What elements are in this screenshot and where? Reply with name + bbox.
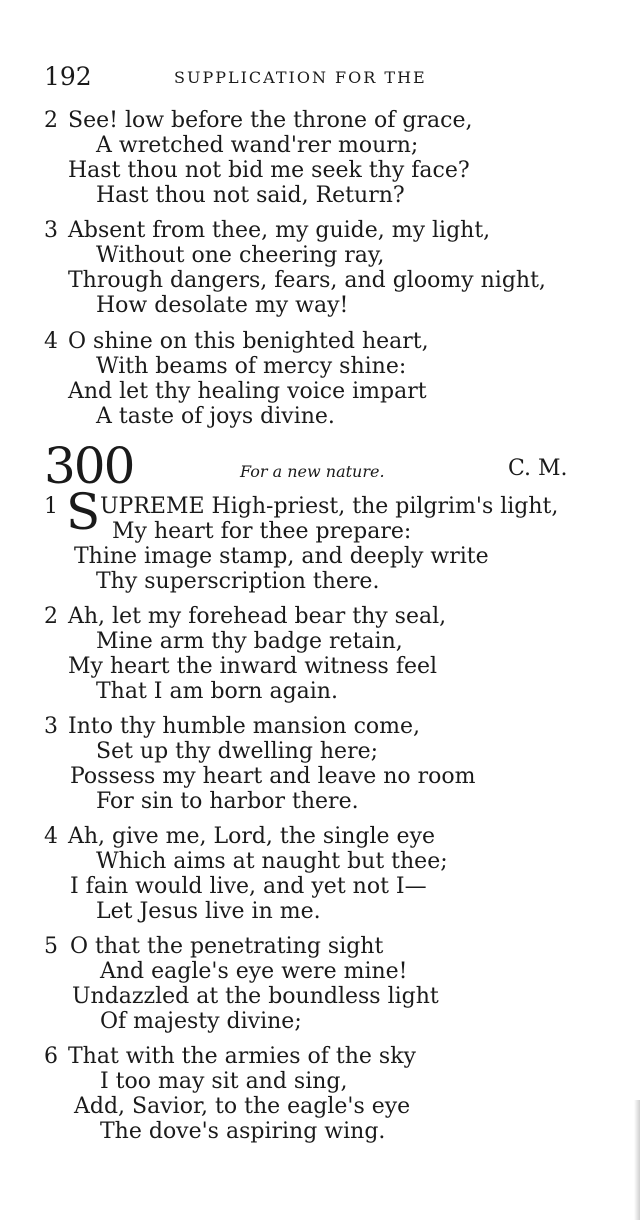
page-number: 192 — [44, 62, 92, 91]
verse-line: Of majesty divine; — [100, 1009, 302, 1034]
verse-line: Undazzled at the boundless light — [72, 984, 439, 1009]
verse-number: 2 — [44, 604, 58, 629]
verse-line: And let thy healing voice impart — [68, 379, 427, 404]
verse-line: Let Jesus live in me. — [96, 899, 321, 924]
verse-line: UPREME High-priest, the pilgrim's light, — [100, 494, 559, 519]
verse-line: A taste of joys divine. — [96, 404, 335, 429]
verse-line: Possess my heart and leave no room — [70, 764, 476, 789]
verse-line: Hast thou not said, Return? — [96, 183, 405, 208]
running-title: SUPPLICATION FOR THE — [174, 68, 427, 87]
verse-line: O shine on this benighted heart, — [68, 329, 429, 354]
verse-number: 2 — [44, 108, 58, 133]
page-header — [44, 62, 604, 92]
verse-line: Which aims at naught but thee; — [96, 849, 448, 874]
drop-cap: S — [66, 483, 101, 541]
verse-line: Ah, let my forehead bear thy seal, — [68, 604, 447, 629]
verse-line: How desolate my way! — [96, 293, 349, 318]
verse-number: 3 — [44, 218, 58, 243]
verse-line: Thine image stamp, and deeply write — [74, 544, 489, 569]
verse-number: 3 — [44, 714, 58, 739]
verse-line: Add, Savior, to the eagle's eye — [74, 1094, 411, 1119]
verse-line: That I am born again. — [96, 679, 338, 704]
verse-line: Ah, give me, Lord, the single eye — [68, 824, 436, 849]
verse-line: Through dangers, fears, and gloomy night, — [68, 268, 546, 293]
hymn-topic: For a new nature. — [240, 462, 385, 481]
verse-number: 1 — [44, 494, 58, 519]
verse-line: See! low before the throne of grace, — [68, 108, 473, 133]
verse-line: Hast thou not bid me seek thy face? — [68, 158, 470, 183]
verse-line: I fain would live, and yet not I— — [70, 874, 427, 899]
verse-line: With beams of mercy shine: — [96, 354, 407, 379]
hymn-meter: C. M. — [508, 456, 568, 481]
verse-line: My heart for thee prepare: — [112, 519, 412, 544]
verse-line: My heart the inward witness feel — [68, 654, 438, 679]
verse-line: The dove's aspiring wing. — [100, 1119, 386, 1144]
verse-line: That with the armies of the sky — [68, 1044, 416, 1069]
hymn-number: 300 — [44, 437, 134, 495]
verse-line: A wretched wand'rer mourn; — [96, 133, 419, 158]
verse-line: Absent from thee, my guide, my light, — [68, 218, 491, 243]
verse-number: 6 — [44, 1044, 58, 1069]
page-edge-shadow — [634, 1100, 640, 1220]
verse-line: Mine arm thy badge retain, — [96, 629, 403, 654]
verse-line: I too may sit and sing, — [100, 1069, 348, 1094]
verse-line: O that the penetrating sight — [70, 934, 384, 959]
verse-number: 5 — [44, 934, 58, 959]
verse-line: Into thy humble mansion come, — [68, 714, 421, 739]
verse-line: Set up thy dwelling here; — [96, 739, 379, 764]
verse-line: And eagle's eye were mine! — [100, 959, 408, 984]
verse-line: Without one cheering ray, — [96, 243, 385, 268]
verse-number: 4 — [44, 824, 58, 849]
verse-number: 4 — [44, 329, 58, 354]
verse-line: For sin to harbor there. — [96, 789, 359, 814]
verse-line: Thy superscription there. — [96, 569, 380, 594]
